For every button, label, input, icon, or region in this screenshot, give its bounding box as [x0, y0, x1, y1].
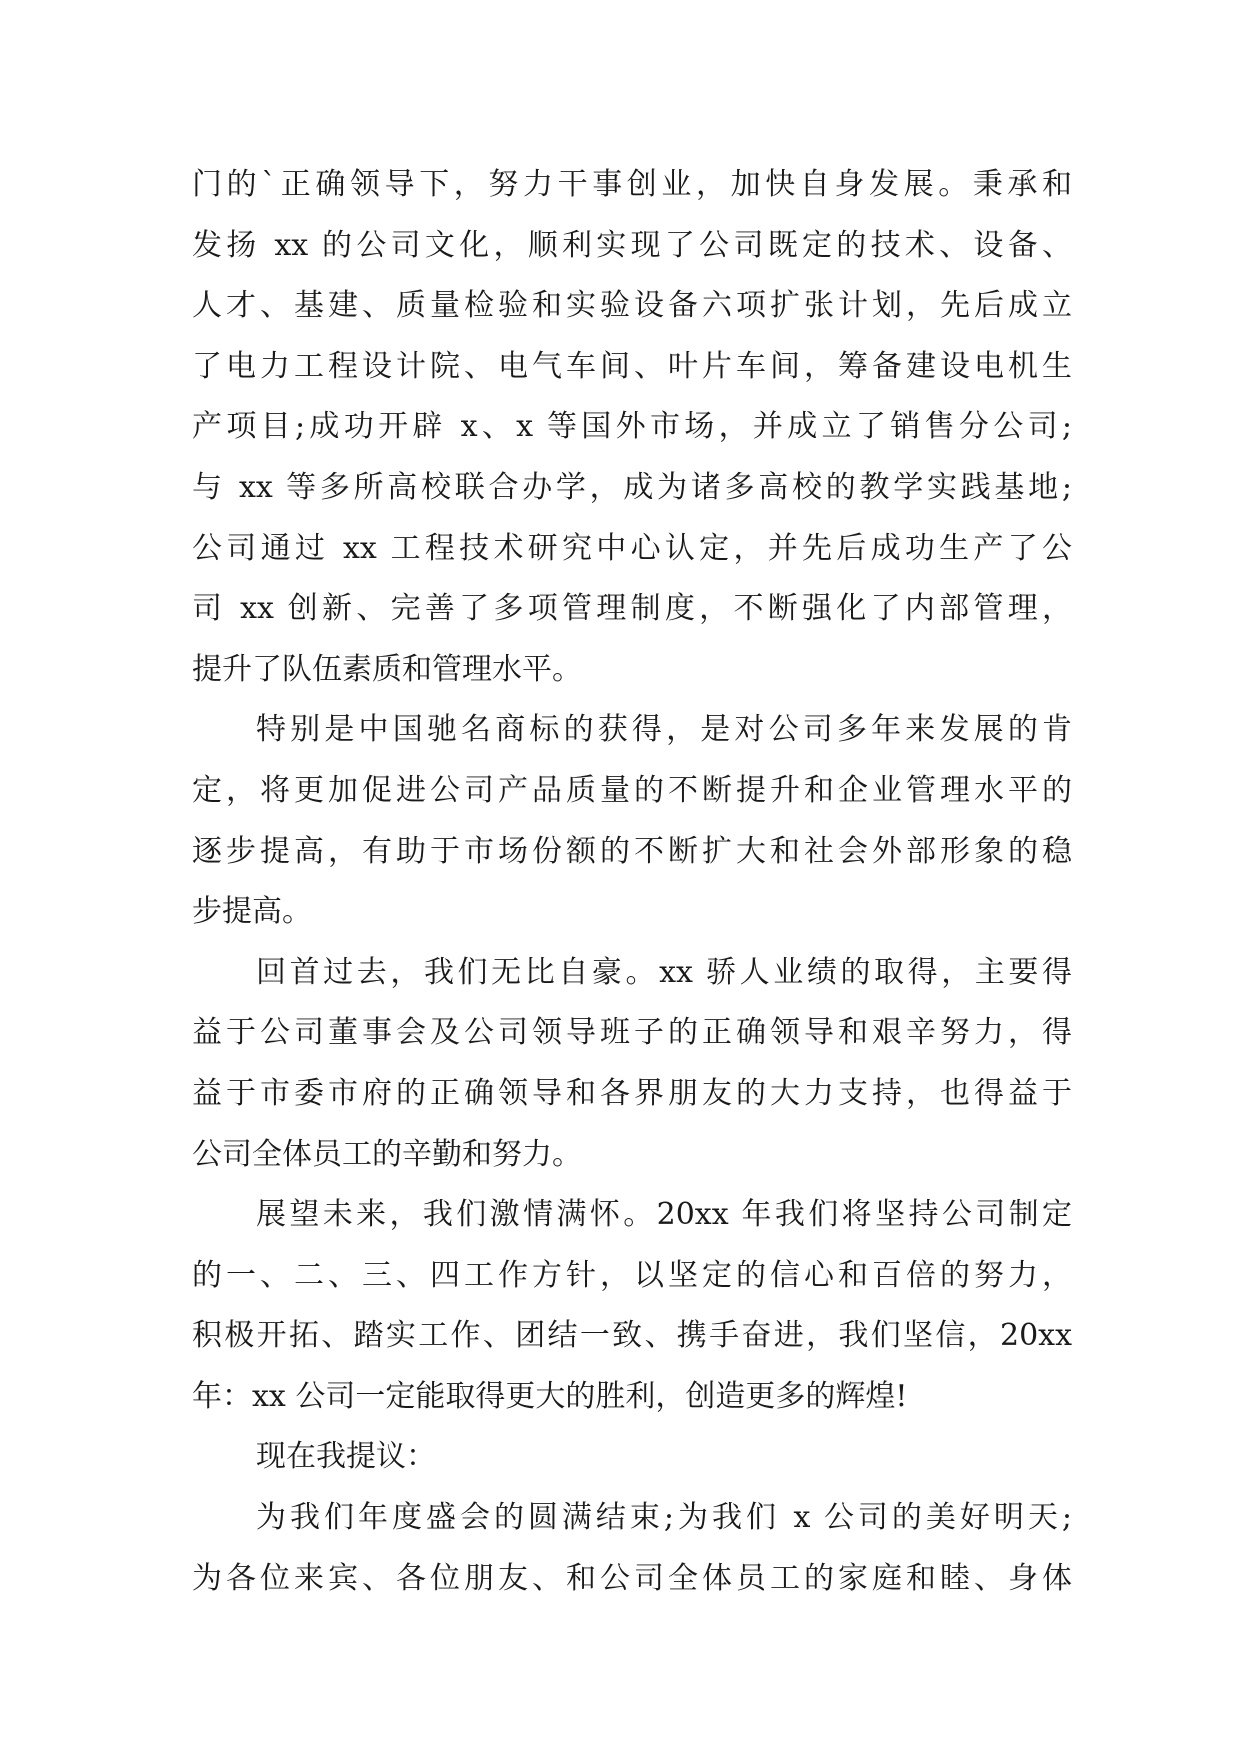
text-line: 了电力工程设计院、电气车间、叶片车间，筹备建设电机生	[192, 348, 1072, 384]
text-line: 逐步提高，有助于市场份额的不断扩大和社会外部形象的稳	[192, 833, 1072, 869]
text-line: 益于市委市府的正确领导和各界朋友的大力支持，也得益于	[192, 1075, 1072, 1111]
text-line: 展望未来，我们激情满怀。20xx 年我们将坚持公司制定	[256, 1197, 1072, 1233]
text-line: 年：xx 公司一定能取得更大的胜利，创造更多的辉煌!	[192, 1378, 908, 1414]
document-body	[192, 155, 1072, 1609]
text-line: 人才、基建、质量检验和实验设备六项扩张计划，先后成立	[192, 288, 1072, 324]
text-line: 为我们年度盛会的圆满结束;为我们 x 公司的美好明天;	[256, 1500, 1072, 1536]
text-line: 益于公司董事会及公司领导班子的正确领导和艰辛努力，得	[192, 1015, 1072, 1051]
text-line: 门的`正确领导下，努力干事创业，加快自身发展。秉承和	[192, 167, 1072, 202]
text-line: 积极开拓、踏实工作、团结一致、携手奋进，我们坚信，20xx	[192, 1318, 1072, 1354]
text-line: 司 xx 创新、完善了多项管理制度，不断强化了内部管理，	[192, 591, 1072, 627]
text-line: 的一、二、三、四工作方针，以坚定的信心和百倍的努力，	[192, 1257, 1072, 1293]
text-line: 与 xx 等多所高校联合办学，成为诸多高校的教学实践基地;	[192, 469, 1072, 505]
text-line: 特别是中国驰名商标的获得，是对公司多年来发展的肯	[256, 712, 1072, 748]
text-line: 现在我提议：	[256, 1439, 436, 1475]
text-line: 公司全体员工的辛勤和努力。	[192, 1136, 582, 1172]
text-line: 为各位来宾、各位朋友、和公司全体员工的家庭和睦、身体	[192, 1560, 1072, 1596]
text-line: 产项目;成功开辟 x、x 等国外市场，并成立了销售分公司;	[192, 409, 1072, 445]
text-line: 提升了队伍素质和管理水平。	[192, 651, 582, 687]
text-line: 步提高。	[192, 894, 312, 930]
text-line: 公司通过 xx 工程技术研究中心认定，并先后成功生产了公	[192, 530, 1072, 566]
text-line: 回首过去，我们无比自豪。xx 骄人业绩的取得，主要得	[256, 954, 1072, 990]
text-line: 定，将更加促进公司产品质量的不断提升和企业管理水平的	[192, 772, 1072, 808]
text-line: 发扬 xx 的公司文化，顺利实现了公司既定的技术、设备、	[192, 227, 1072, 263]
